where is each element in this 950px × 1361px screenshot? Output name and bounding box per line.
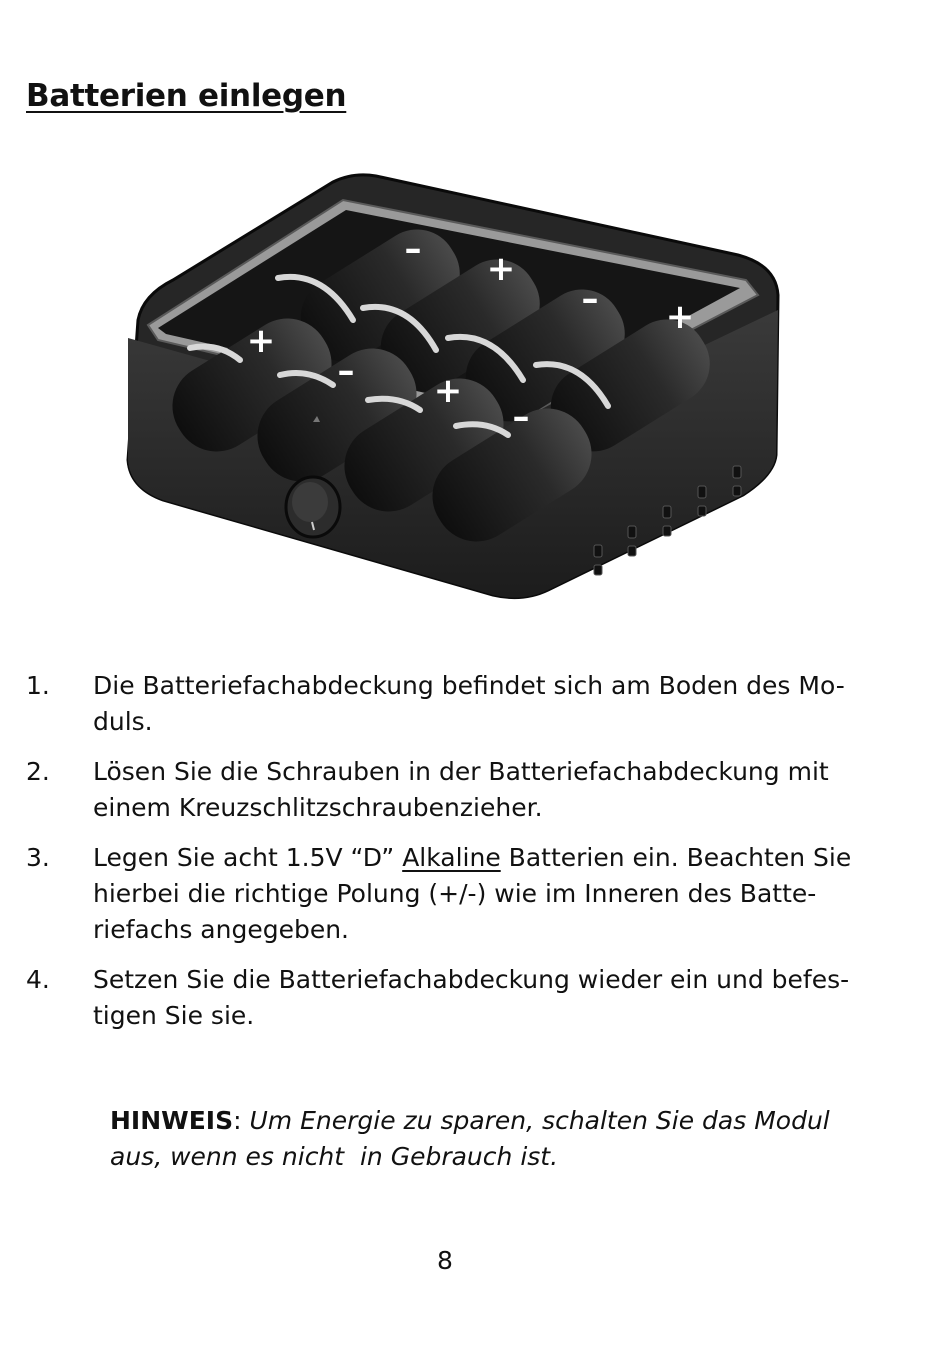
step-text-line: riefachs angegeben. [93,915,349,944]
note-text-line: aus, wenn es nicht in Gebrauch ist. [110,1142,559,1171]
polarity-mark: – [581,279,599,319]
instruction-step [26,754,906,826]
polarity-mark: – [512,397,530,437]
step-number: 1. [26,671,50,700]
polarity-mark: + [246,321,276,361]
step-text-line: Batterien ein. Beachten Sie [500,843,852,872]
instruction-step [26,840,906,948]
step-text-line: hierbei die richtige Polung (+/-) wie im Inneren des Batte- [93,879,817,908]
instruction-list [26,668,906,1048]
step-text-line: Lösen Sie die Schrauben in der Batteriefachabdeckung mit [93,757,829,786]
polarity-mark: + [665,297,695,337]
note-separator: : [233,1106,250,1135]
polarity-mark: + [486,249,516,289]
step-number: 2. [26,757,50,786]
step-text-line: Die Batteriefachabdeckung befindet sich am Boden des Mo- [93,671,845,700]
step-text-line: Legen Sie acht 1.5V “D” [93,843,403,872]
step-number: 3. [26,843,50,872]
polarity-mark: + [433,371,463,411]
polarity-mark: – [404,229,422,269]
note-label: HINWEIS [110,1106,234,1135]
instruction-step [26,962,906,1034]
polarity-mark: – [337,351,355,391]
step-number: 4. [26,965,50,994]
page-title: Batterien einlegen [26,78,347,114]
underlined-term: Alkaline [402,843,501,872]
note-box [110,1103,870,1175]
step-text-line: tigen Sie sie. [93,1001,255,1030]
instruction-step [26,668,906,740]
note-text-line: Um Energie zu sparen, schalten Sie das Modul [249,1106,830,1135]
step-text-line: duls. [93,707,153,736]
step-text-line: einem Kreuzschlitzschraubenzieher. [93,793,543,822]
battery-compartment-illustration [118,170,788,605]
step-text-line: Setzen Sie die Batteriefachabdeckung wieder ein und befes- [93,965,850,994]
page-number: 8 [437,1246,453,1275]
